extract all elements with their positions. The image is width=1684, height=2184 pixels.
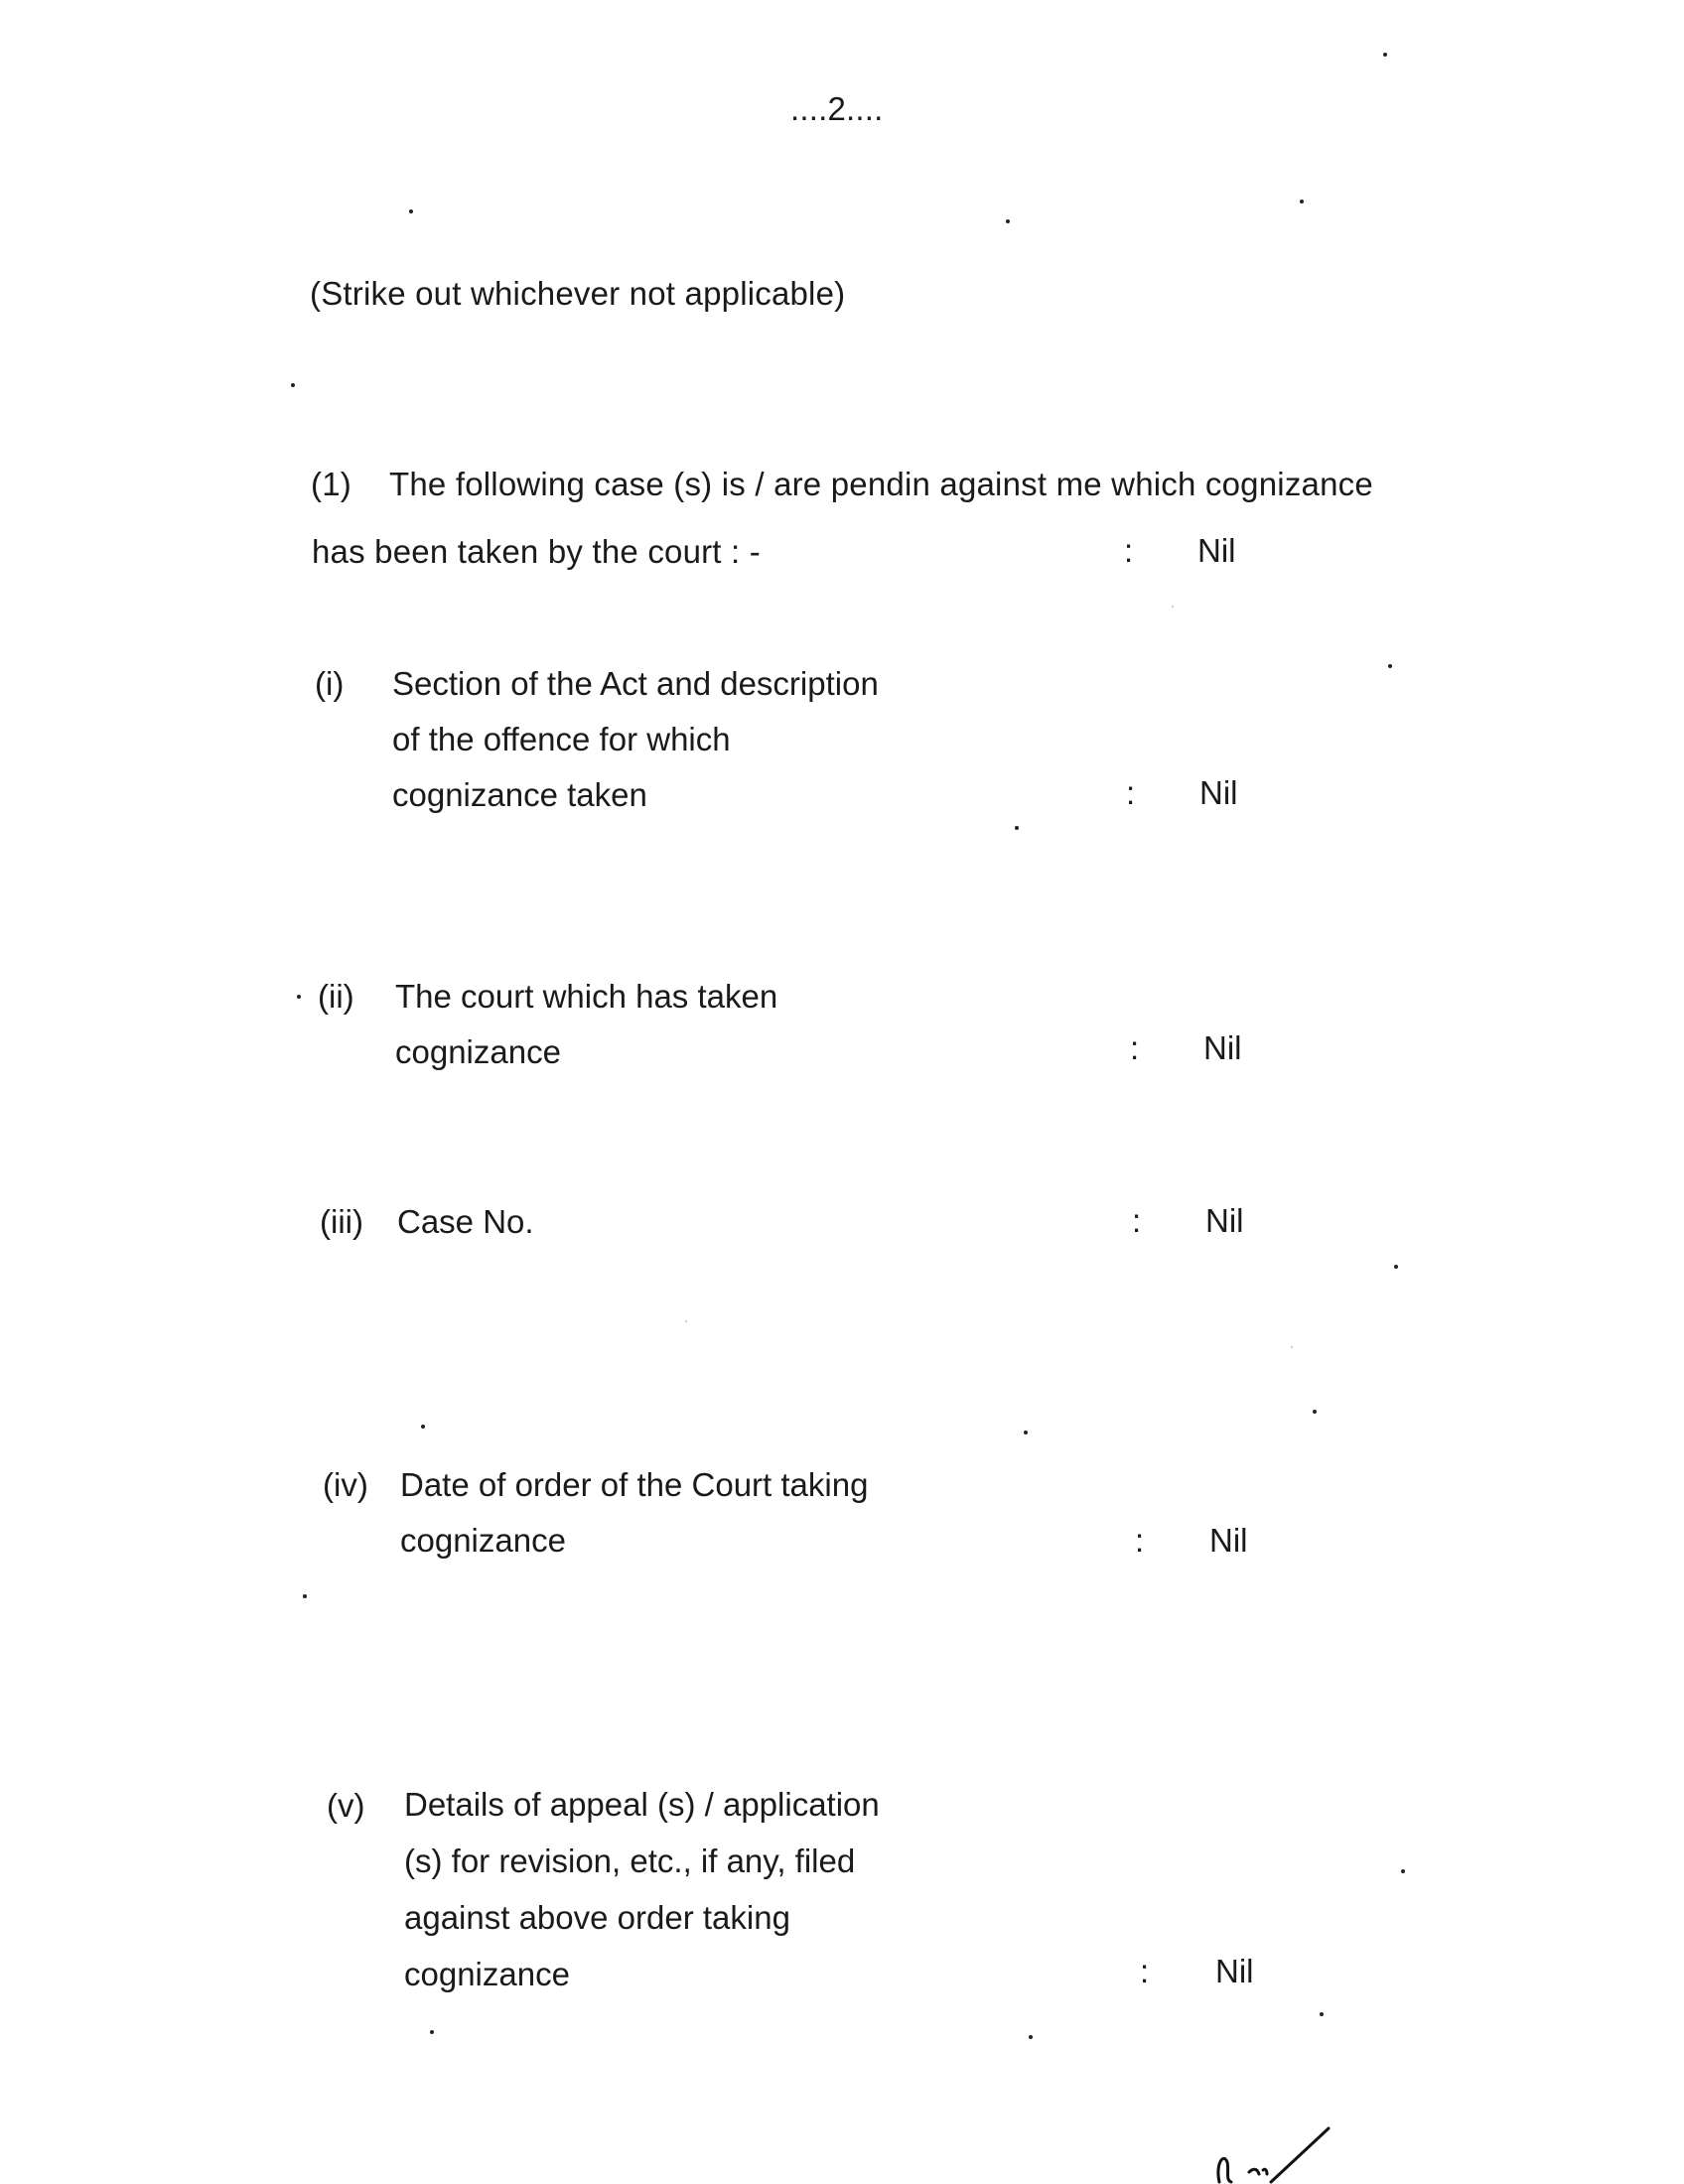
item-colon: : bbox=[1135, 1522, 1145, 1559]
item-colon: : bbox=[1130, 1029, 1140, 1066]
scan-speck bbox=[1313, 1410, 1317, 1414]
item-line: cognizance bbox=[400, 1522, 566, 1559]
item-line: Case No. bbox=[397, 1203, 534, 1240]
item-line: Date of order of the Court taking bbox=[400, 1466, 869, 1503]
item-line: cognizance bbox=[395, 1033, 561, 1070]
item-line: cognizance bbox=[404, 1956, 570, 1992]
item-description bbox=[395, 969, 777, 1080]
section-number: (1) bbox=[311, 466, 351, 502]
item-label: (iii) bbox=[320, 1203, 363, 1240]
item-line: of the offence for which bbox=[392, 721, 731, 757]
scan-speck bbox=[1015, 826, 1019, 830]
item-label: (v) bbox=[327, 1787, 365, 1824]
scan-speck bbox=[1383, 53, 1387, 57]
item-label: (iv) bbox=[323, 1466, 368, 1503]
scan-speck bbox=[303, 1594, 307, 1598]
scan-speck bbox=[409, 209, 413, 213]
item-colon: : bbox=[1140, 1953, 1150, 1989]
item-line: Section of the Act and description bbox=[392, 665, 879, 702]
page-marker: ....2.... bbox=[790, 90, 884, 127]
item-description bbox=[404, 1776, 880, 2002]
item-value: Nil bbox=[1199, 774, 1238, 811]
item-line: The court which has taken bbox=[395, 978, 778, 1015]
item-line: against above order taking bbox=[404, 1899, 790, 1936]
scan-speck bbox=[1394, 1265, 1398, 1269]
item-value: Nil bbox=[1205, 1202, 1244, 1239]
scan-speck bbox=[1291, 1346, 1293, 1348]
item-colon: : bbox=[1132, 1202, 1142, 1239]
item-line: Details of appeal (s) / application bbox=[404, 1786, 880, 1823]
item-line: cognizance taken bbox=[392, 776, 647, 813]
item-description bbox=[397, 1194, 534, 1250]
scan-speck bbox=[297, 995, 301, 999]
item-colon: : bbox=[1126, 774, 1136, 811]
item-label: (ii) bbox=[318, 978, 354, 1015]
section-line-2: has been taken by the court : - bbox=[312, 533, 761, 570]
signature bbox=[1201, 2124, 1400, 2184]
item-line: (s) for revision, etc., if any, filed bbox=[404, 1843, 856, 1879]
instruction-text: (Strike out whichever not applicable) bbox=[310, 275, 846, 312]
item-value: Nil bbox=[1215, 1953, 1254, 1989]
item-description bbox=[400, 1457, 868, 1569]
section-line-1: The following case (s) is / are pendin against me which cognizance bbox=[389, 466, 1373, 502]
scan-speck bbox=[1029, 2035, 1033, 2039]
scan-speck bbox=[685, 1320, 687, 1322]
item-value: Nil bbox=[1203, 1029, 1242, 1066]
section-colon: : bbox=[1124, 532, 1134, 569]
scan-speck bbox=[1401, 1869, 1405, 1873]
scan-speck bbox=[1172, 606, 1174, 608]
scan-speck bbox=[1320, 2012, 1324, 2016]
scan-speck bbox=[1388, 664, 1392, 668]
scan-speck bbox=[1006, 219, 1010, 223]
scan-speck bbox=[430, 2030, 434, 2034]
scan-speck bbox=[291, 383, 295, 387]
item-description bbox=[392, 656, 879, 823]
item-value: Nil bbox=[1209, 1522, 1248, 1559]
scan-speck bbox=[421, 1425, 425, 1429]
scan-speck bbox=[1300, 200, 1304, 204]
section-value: Nil bbox=[1197, 532, 1236, 569]
scan-speck bbox=[1024, 1431, 1028, 1434]
item-label: (i) bbox=[315, 665, 345, 702]
